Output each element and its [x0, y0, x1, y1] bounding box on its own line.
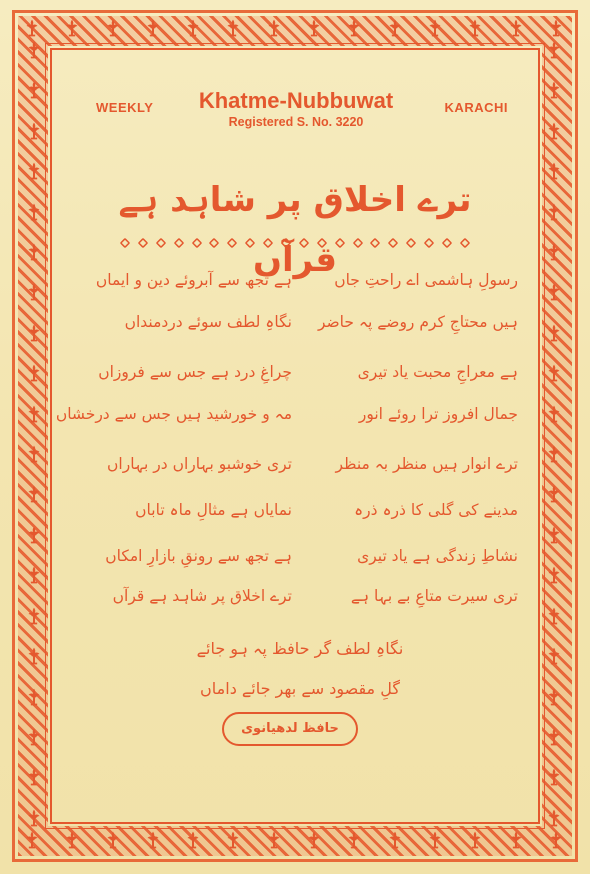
- couplet-second-line: چراغِ درد ہے جس سے فروزاں: [98, 363, 292, 381]
- fleur-de-lis-icon: [544, 282, 566, 304]
- divider-ornament-icon: [245, 238, 256, 249]
- couplet-second-line: ترے اخلاق پر شاہد ہے قرآں: [112, 587, 292, 605]
- fleur-de-lis-icon: [544, 363, 566, 385]
- fleur-de-lis-icon: [24, 687, 46, 709]
- divider-ornament-icon: [209, 238, 220, 249]
- couplet-first-line: رسولِ ہاشمی اے راحتِ جاں: [334, 271, 518, 289]
- couplet-second-line: نمایاں ہے مثالِ ماہ تاباں: [135, 501, 292, 519]
- divider-ornament-icon: [227, 238, 238, 249]
- fleur-de-lis-icon: [544, 525, 566, 547]
- fleur-de-lis-icon: [24, 242, 46, 264]
- fleur-de-lis-icon: [24, 80, 46, 102]
- fleur-de-lis-icon: [544, 242, 566, 264]
- divider-ornament-icon: [388, 238, 399, 249]
- couplet-first-line: ہے معراجِ محبت یاد تیری: [357, 363, 518, 381]
- divider-ornament-icon: [424, 238, 435, 249]
- fleur-de-lis-icon: [24, 121, 46, 143]
- couplet: [92, 446, 518, 482]
- fleur-de-lis-icon: [143, 18, 165, 40]
- fleur-de-lis-icon: [24, 363, 46, 385]
- divider-ornament-icon: [460, 238, 471, 249]
- fleur-de-lis-icon: [24, 323, 46, 345]
- fleur-de-lis-icon: [544, 646, 566, 668]
- fleur-de-lis-icon: [344, 830, 366, 852]
- fleur-de-lis-icon: [24, 40, 46, 62]
- divider-ornament-icon: [191, 238, 202, 249]
- fleur-de-lis-icon: [544, 80, 566, 102]
- bottom-ornament-row: [22, 830, 568, 856]
- fleur-de-lis-icon: [544, 161, 566, 183]
- couplet: [92, 492, 518, 528]
- fleur-de-lis-icon: [24, 484, 46, 506]
- fleur-de-lis-icon: [223, 18, 245, 40]
- fleur-de-lis-icon: [544, 687, 566, 709]
- left-ornament-column: [22, 40, 48, 830]
- couplet-first-line: مدینے کی گلی کا ذرہ ذرہ: [354, 501, 518, 519]
- fleur-de-lis-icon: [506, 830, 528, 852]
- poem-title: ترے اخلاق پر شاہد ہے قرآں: [118, 180, 472, 280]
- fleur-de-lis-icon: [264, 830, 286, 852]
- divider-ornament-icon: [299, 238, 310, 249]
- fleur-de-lis-icon: [62, 18, 84, 40]
- fleur-de-lis-icon: [506, 18, 528, 40]
- divider-ornament-icon: [406, 238, 417, 249]
- fleur-de-lis-icon: [546, 18, 568, 40]
- fleur-de-lis-icon: [62, 830, 84, 852]
- couplet-second-line: ہے تجھ سے رونقِ بازارِ امکاں: [105, 547, 292, 565]
- fleur-de-lis-icon: [22, 18, 44, 40]
- fleur-de-lis-icon: [304, 18, 326, 40]
- fleur-de-lis-icon: [544, 40, 566, 62]
- masthead-right-label: KARACHI: [444, 100, 508, 115]
- couplet-second-line: ہے تجھ سے آبروئے دین و ایماں: [95, 271, 292, 289]
- top-ornament-row: [22, 18, 568, 44]
- couplet-first-line: ہیں محتاجِ کرم روضے پہ حاضر: [317, 313, 518, 331]
- fleur-de-lis-icon: [24, 282, 46, 304]
- fleur-de-lis-icon: [544, 565, 566, 587]
- closing-line-1: نگاہِ لطف گر حافظ پہ ہو جائے: [196, 639, 404, 658]
- couplet-second-line: مہ و خورشید ہیں جس سے درخشاں: [55, 405, 292, 423]
- fleur-de-lis-icon: [24, 606, 46, 628]
- fleur-de-lis-icon: [183, 830, 205, 852]
- fleur-de-lis-icon: [24, 646, 46, 668]
- masthead-left-label: WEEKLY: [96, 100, 154, 115]
- fleur-de-lis-icon: [22, 830, 44, 852]
- couplet: [92, 538, 518, 574]
- fleur-de-lis-icon: [425, 830, 447, 852]
- registration-number: Registered S. No. 3220: [228, 115, 364, 129]
- fleur-de-lis-icon: [24, 525, 46, 547]
- couplet-first-line: تری سیرت متاعِ بے بہا ہے: [350, 587, 518, 605]
- fleur-de-lis-icon: [24, 161, 46, 183]
- fleur-de-lis-icon: [24, 404, 46, 426]
- couplet-second-line: تری خوشبو بہاراں در بہاراں: [107, 455, 292, 473]
- fleur-de-lis-icon: [544, 727, 566, 749]
- closing-line-2: گلِ مقصود سے بھر جائے داماں: [200, 679, 400, 698]
- inner-border: [50, 48, 540, 824]
- fleur-de-lis-icon: [544, 323, 566, 345]
- masthead-title: Khatme-Nubbuwat: [198, 88, 394, 113]
- divider-ornament-icon: [370, 238, 381, 249]
- ornamental-divider: [120, 238, 470, 250]
- couplet: [92, 304, 518, 340]
- fleur-de-lis-icon: [544, 202, 566, 224]
- divider-ornament-icon: [120, 238, 131, 249]
- fleur-de-lis-icon: [183, 18, 205, 40]
- fleur-de-lis-icon: [24, 808, 46, 830]
- couplet-first-line: نشاطِ زندگی ہے یاد تیری: [357, 547, 518, 565]
- fleur-de-lis-icon: [344, 18, 366, 40]
- divider-ornament-icon: [263, 238, 274, 249]
- couplet-first-line: ترے انوار ہیں منظر بہ منظر: [335, 455, 518, 473]
- fleur-de-lis-icon: [24, 444, 46, 466]
- couplet: [55, 396, 518, 432]
- fleur-de-lis-icon: [24, 565, 46, 587]
- fleur-de-lis-icon: [385, 830, 407, 852]
- fleur-de-lis-icon: [103, 830, 125, 852]
- fleur-de-lis-icon: [103, 18, 125, 40]
- right-ornament-column: [542, 40, 568, 830]
- fleur-de-lis-icon: [264, 18, 286, 40]
- fleur-de-lis-icon: [465, 830, 487, 852]
- fleur-de-lis-icon: [425, 18, 447, 40]
- fleur-de-lis-icon: [385, 18, 407, 40]
- fleur-de-lis-icon: [544, 767, 566, 789]
- fleur-de-lis-icon: [143, 830, 165, 852]
- fleur-de-lis-icon: [304, 830, 326, 852]
- divider-ornament-icon: [155, 238, 166, 249]
- fleur-de-lis-icon: [544, 444, 566, 466]
- divider-ornament-icon: [442, 238, 453, 249]
- couplet: [92, 578, 518, 614]
- fleur-de-lis-icon: [544, 606, 566, 628]
- divider-ornament-icon: [316, 238, 327, 249]
- divider-ornament-icon: [334, 238, 345, 249]
- fleur-de-lis-icon: [546, 830, 568, 852]
- divider-ornament-icon: [281, 238, 292, 249]
- couplet-first-line: جمال افروز ترا روئے انور: [358, 405, 518, 423]
- fleur-de-lis-icon: [24, 727, 46, 749]
- divider-ornament-icon: [138, 238, 149, 249]
- fleur-de-lis-icon: [24, 767, 46, 789]
- masthead: [60, 88, 530, 138]
- fleur-de-lis-icon: [544, 121, 566, 143]
- poet-signature: حافظ لدھیانوی: [222, 712, 358, 746]
- fleur-de-lis-icon: [544, 808, 566, 830]
- fleur-de-lis-icon: [223, 830, 245, 852]
- couplet: [92, 262, 518, 298]
- couplet: [92, 354, 518, 390]
- couplet-second-line: نگاہِ لطف سوئے دردمنداں: [124, 313, 292, 331]
- divider-ornament-icon: [173, 238, 184, 249]
- fleur-de-lis-icon: [544, 484, 566, 506]
- fleur-de-lis-icon: [24, 202, 46, 224]
- fleur-de-lis-icon: [465, 18, 487, 40]
- fleur-de-lis-icon: [544, 404, 566, 426]
- divider-ornament-icon: [352, 238, 363, 249]
